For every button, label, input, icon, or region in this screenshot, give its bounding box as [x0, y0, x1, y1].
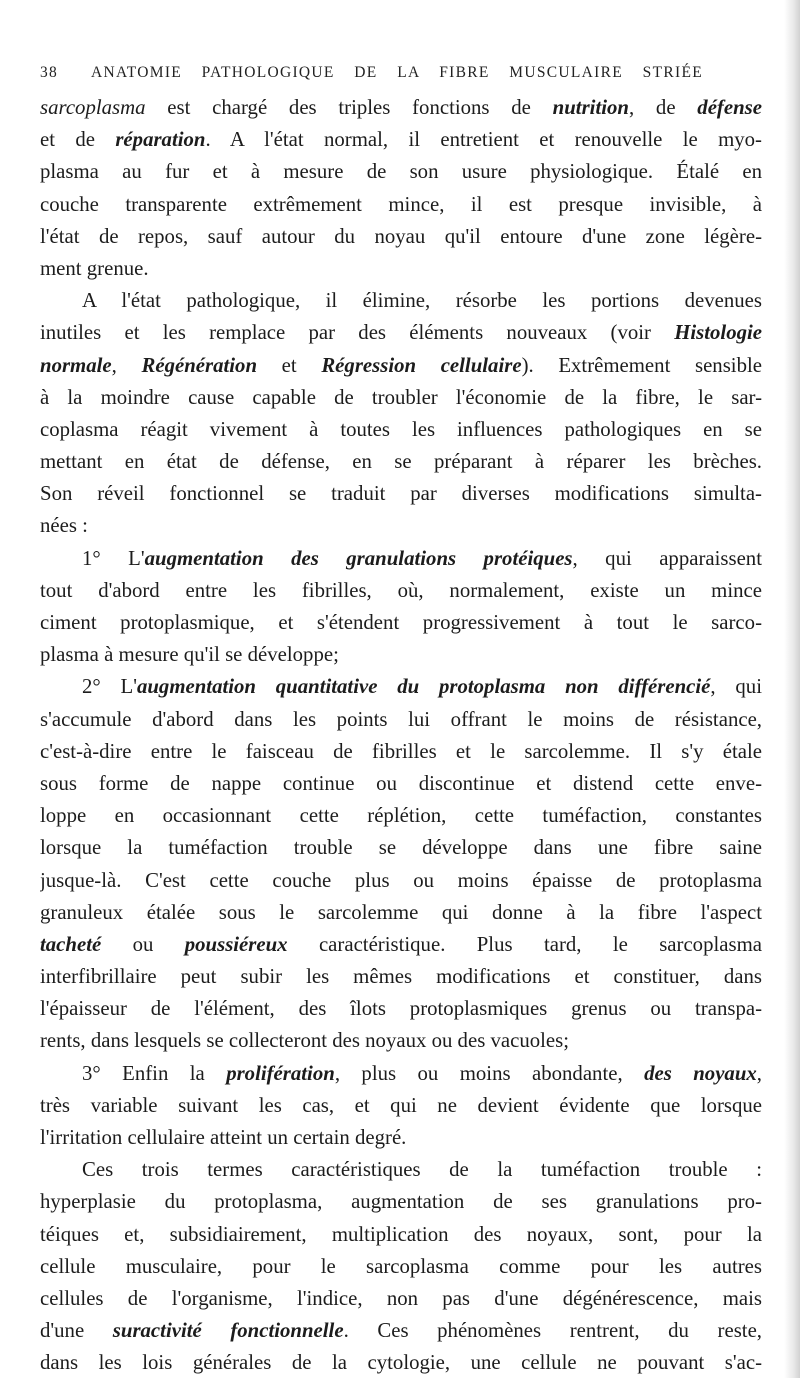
text-run: Ces trois termes caractéristiques de la tuméfaction trouble :: [82, 1158, 762, 1182]
text-run: cellule musculaire, pour le sarcoplasma comme pour les autres: [40, 1254, 762, 1278]
text-line: [40, 510, 762, 542]
text-run: , de: [628, 96, 698, 119]
emphasized-text: augmentation quantitative du protoplasma non différencié: [136, 675, 711, 699]
text-line: [40, 1122, 762, 1154]
text-line: [40, 221, 762, 253]
text-run: tout d'abord entre les fibrilles, où, normalement, existe un mince: [40, 578, 762, 602]
text-run: lorsque la tuméfaction trouble se développe dans une fibre saine: [40, 836, 762, 860]
emphasized-text: poussiéreux: [184, 932, 288, 956]
text-run: hyperplasie du protoplasma, augmentation de ses granulations pro-: [40, 1190, 762, 1214]
text-run: téiques et, subsidiairement, multiplication des noyaux, sont, pour la: [40, 1222, 762, 1246]
text-line: [40, 543, 762, 575]
text-run: rents, dans lesquels se collecteront des noyaux ou des vacuoles;: [40, 1029, 570, 1053]
text-line: [40, 704, 762, 736]
text-line: [40, 92, 762, 124]
emphasized-text: Histologie: [674, 321, 762, 345]
text-run: granuleux étalée sous le sarcolemme qui donne à la fibre l'aspect: [40, 900, 762, 924]
running-head: [40, 64, 760, 88]
text-line: [40, 897, 762, 929]
text-line: [40, 832, 762, 864]
text-run: très variable suivant les cas, et qui ne devient évidente que lorsque: [40, 1093, 762, 1117]
text-line: [40, 189, 762, 221]
text-run: , qui apparaissent: [572, 546, 762, 570]
emphasized-text: normale: [40, 353, 112, 377]
text-run: inutiles et les remplace par des éléments nouveaux (voir: [40, 321, 675, 345]
emphasized-text: tacheté: [40, 932, 102, 956]
text-run: , qui: [710, 675, 762, 699]
text-run: sous forme de nappe continue ou discontinue et distend cette enve-: [40, 771, 762, 795]
page-edge-shadow: [784, 0, 800, 1378]
text-run: interfibrillaire peut subir les mêmes modifications et constituer, dans: [40, 965, 762, 989]
text-run: plasma au fur et à mesure de son usure physiologique. Étalé en: [40, 160, 762, 184]
text-line: [40, 929, 762, 961]
text-line: [40, 1186, 762, 1218]
text-run: jusque-là. C'est cette couche plus ou moins épaisse de protoplasma: [40, 868, 762, 892]
text-line: [40, 607, 762, 639]
text-line: [40, 1219, 762, 1251]
text-run: 3° Enfin la: [82, 1061, 227, 1085]
text-line: [40, 1025, 762, 1057]
text-run: c'est-à-dire entre le faisceau de fibrilles et le sarcolemme. Il s'y étale: [40, 739, 762, 763]
text-line: [40, 317, 762, 349]
text-line: [40, 961, 762, 993]
text-line: [40, 350, 762, 382]
text-line: [40, 253, 762, 285]
text-line: [40, 1315, 762, 1347]
text-line: [40, 156, 762, 188]
text-run: et de: [40, 128, 116, 152]
emphasized-text: réparation: [115, 128, 206, 152]
text-line: [40, 414, 762, 446]
text-line: [40, 768, 762, 800]
emphasized-text: Régression cellulaire: [321, 353, 522, 377]
text-run: coplasma réagit vivement à toutes les influences pathologiques en se: [40, 417, 762, 441]
running-title: ANATOMIE PATHOLOGIQUE DE LA FIBRE MUSCULAIRE STRIÉE: [91, 64, 703, 81]
text-run: 2° L': [82, 675, 137, 699]
emphasized-text: nutrition: [552, 96, 629, 119]
text-run: ou: [101, 932, 185, 956]
text-run: et: [257, 353, 322, 377]
text-run: A l'état pathologique, il élimine, résorbe les portions devenues: [82, 289, 762, 313]
text-run: ,: [111, 353, 142, 377]
text-line: [40, 478, 762, 510]
body-text: [40, 92, 762, 1378]
text-run: ciment protoplasmique, et s'étendent progressivement à tout le sarco-: [40, 611, 762, 634]
text-line: [40, 1154, 762, 1186]
text-line: [40, 800, 762, 832]
text-run: Son réveil fonctionnel se traduit par diverses modifications simulta-: [40, 482, 762, 506]
text-run: mettant en état de défense, en se préparant à réparer les brèches.: [40, 450, 762, 474]
text-run: couche transparente extrêmement mince, il est presque invisible, à: [40, 192, 762, 216]
text-run: l'épaisseur de l'élément, des îlots protoplasmiques grenus ou transpa-: [40, 997, 762, 1021]
text-run: caractéristique. Plus tard, le sarcoplasma: [287, 932, 762, 956]
text-run: . Ces phénomènes rentrent, du reste,: [343, 1319, 762, 1343]
emphasized-text: sarcoplasma: [40, 96, 146, 119]
text-run: 1° L': [82, 546, 145, 570]
text-line: [40, 736, 762, 768]
text-run: cellules de l'organisme, l'indice, non pas d'une dégénérescence, mais: [40, 1286, 762, 1310]
text-line: [40, 1283, 762, 1315]
text-run: loppe en occasionnant cette réplétion, cette tuméfaction, constantes: [40, 804, 762, 828]
emphasized-text: suractivité fonctionnelle: [112, 1319, 344, 1343]
emphasized-text: augmentation des granulations protéiques: [144, 546, 573, 570]
text-line: [40, 993, 762, 1025]
text-line: [40, 1251, 762, 1283]
text-line: [40, 1090, 762, 1122]
text-run: est chargé des triples fonctions de: [145, 96, 553, 119]
text-line: [40, 1347, 762, 1378]
text-line: [40, 639, 762, 671]
text-line: [40, 671, 762, 703]
text-run: s'accumule d'abord dans les points lui offrant le moins de résistance,: [40, 707, 762, 731]
text-run: plasma à mesure qu'il se développe;: [40, 643, 339, 667]
emphasized-text: prolifération: [226, 1061, 335, 1085]
text-line: [40, 446, 762, 478]
text-line: [40, 285, 762, 317]
text-line: [40, 575, 762, 607]
text-line: [40, 865, 762, 897]
text-run: l'état de repos, sauf autour du noyau qu'il entoure d'une zone légère-: [40, 224, 762, 248]
text-run: d'une: [40, 1319, 113, 1343]
text-run: dans les lois générales de la cytologie, une cellule ne pouvant s'ac-: [40, 1351, 762, 1375]
text-line: [40, 1058, 762, 1090]
page-number: 38: [40, 64, 59, 81]
text-run: ment grenue.: [40, 256, 149, 280]
text-line: [40, 124, 762, 156]
text-run: , plus ou moins abondante,: [334, 1061, 645, 1085]
text-run: l'irritation cellulaire atteint un certain degré.: [40, 1126, 407, 1149]
text-run: nées :: [40, 514, 88, 538]
emphasized-text: Régénération: [141, 353, 258, 377]
text-run: ). Extrêmement sensible: [521, 353, 762, 377]
text-run: . A l'état normal, il entretient et renouvelle le myo-: [205, 128, 762, 152]
text-run: à la moindre cause capable de troubler l'économie de la fibre, le sar-: [40, 385, 762, 409]
text-line: [40, 382, 762, 414]
emphasized-text: des noyaux: [644, 1061, 757, 1085]
emphasized-text: défense: [697, 96, 762, 119]
text-run: ,: [756, 1061, 762, 1085]
